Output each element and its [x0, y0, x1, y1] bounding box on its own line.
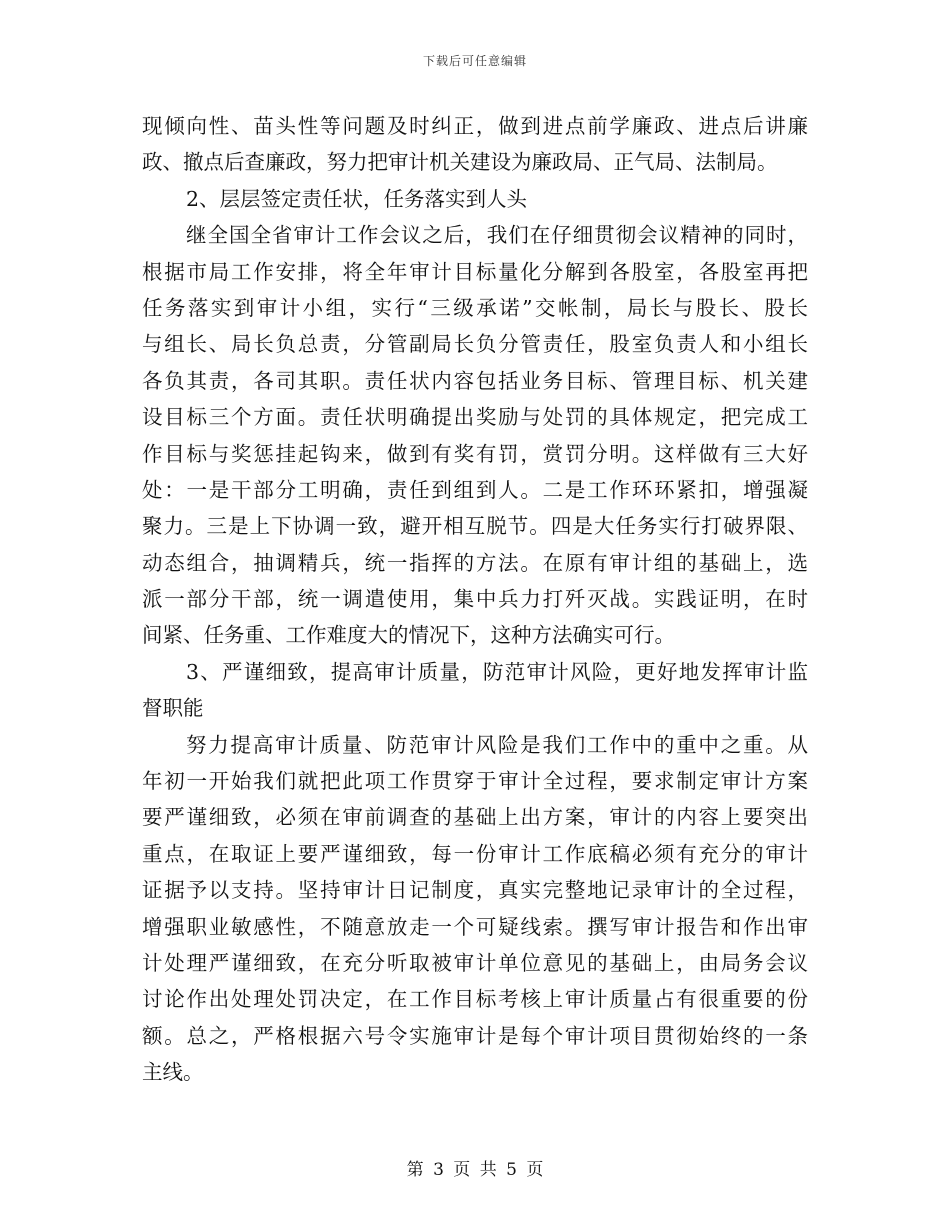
page-footer: 第 3 页 共 5 页 — [406, 1160, 544, 1180]
page-header: 下载后可任意编辑 — [422, 54, 527, 68]
text-line: 任务落实到审计小组，实行“三级承诺”交帐制，局长与股长、股长 — [142, 295, 808, 320]
text-line: 3、严谨细致，提高审计质量，防范审计风险，更好地发挥审计监 — [186, 659, 808, 684]
document-body — [142, 108, 808, 1091]
text-line: 与组长、局长负总责，分管副局长负分管责任，股室负责人和小组长 — [142, 332, 808, 357]
text-line: 2、层层签定责任状，任务落实到人头 — [186, 186, 528, 211]
text-line: 计处理严谨细致，在充分听取被审计单位意见的基础上，由局务会议 — [142, 950, 808, 975]
text-line: 督职能 — [142, 696, 204, 721]
text-line: 处：一是干部分工明确，责任到组到人。二是工作环环紧扣，增强凝 — [142, 477, 808, 502]
text-line: 政、撤点后查廉政，努力把审计机关建设为廉政局、正气局、法制局。 — [142, 150, 778, 175]
text-line: 动态组合，抽调精兵，统一指挥的方法。在原有审计组的基础上，选 — [142, 550, 808, 575]
text-line: 派一部分干部，统一调遣使用，集中兵力打歼灭战。实践证明，在时 — [142, 587, 808, 612]
text-line: 根据市局工作安排，将全年审计目标量化分解到各股室，各股室再把 — [142, 259, 808, 284]
text-line: 年初一开始我们就把此项工作贯穿于审计全过程，要求制定审计方案 — [142, 769, 808, 794]
text-line: 重点，在取证上要严谨细致，每一份审计工作底稿必须有充分的审计 — [142, 841, 808, 866]
text-line: 间紧、任务重、工作难度大的情况下，这种方法确实可行。 — [142, 623, 675, 648]
text-line: 作目标与奖惩挂起钩来，做到有奖有罚，赏罚分明。这样做有三大好 — [142, 441, 808, 466]
text-line: 讨论作出处理处罚决定，在工作目标考核上审计质量占有很重要的份 — [142, 987, 808, 1012]
text-line: 要严谨细致，必须在审前调查的基础上出方案，审计的内容上要突出 — [142, 805, 808, 830]
text-line: 继全国全省审计工作会议之后，我们在仔细贯彻会议精神的同时， — [186, 223, 808, 248]
text-line: 各负其责，各司其职。责任状内容包括业务目标、管理目标、机关建 — [142, 368, 808, 393]
text-line: 现倾向性、苗头性等问题及时纠正，做到进点前学廉政、进点后讲廉 — [142, 114, 808, 138]
text-line: 努力提高审计质量、防范审计风险是我们工作中的重中之重。从 — [186, 732, 808, 757]
text-line: 聚力。三是上下协调一致，避开相互脱节。四是大任务实行打破界限、 — [142, 514, 808, 539]
text-line: 增强职业敏感性，不随意放走一个可疑线索。撰写审计报告和作出审 — [142, 914, 808, 939]
text-line: 设目标三个方面。责任状明确提出奖励与处罚的具体规定，把完成工 — [142, 405, 808, 430]
text-line: 额。总之，严格根据六号令实施审计是每个审计项目贯彻始终的一条 — [142, 1023, 808, 1048]
text-line: 证据予以支持。坚持审计日记制度，真实完整地记录审计的全过程， — [142, 878, 808, 903]
text-line: 主线。 — [142, 1060, 204, 1085]
